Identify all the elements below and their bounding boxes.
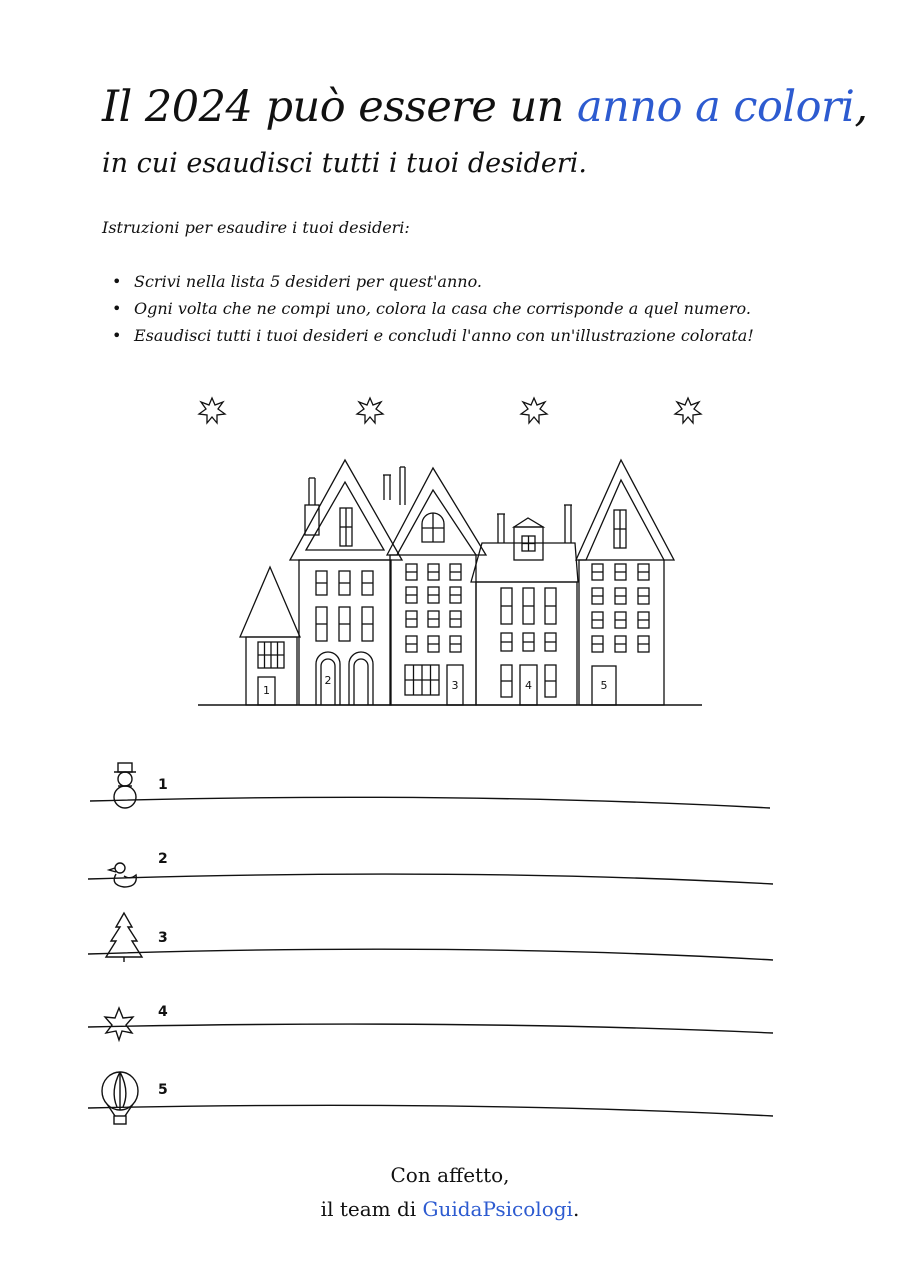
page-subtitle: in cui esaudisci tutti i tuoi desideri. [102,148,587,179]
house-number: 1 [263,684,270,697]
house-number: 3 [451,679,459,692]
bullet-icon: • [112,272,122,291]
hot-air-balloon-icon [102,1072,138,1124]
signature-line-1: Con affetto, [390,1163,510,1187]
star-icon [675,398,701,423]
star-icon [199,398,225,423]
wish-number: 5 [158,1082,168,1098]
brand-name: GuidaPsicologi [422,1197,573,1221]
list-item [102,322,754,349]
page-title [102,82,868,132]
wish-list [80,755,780,1135]
signature-text: il team di [320,1197,423,1221]
wish-number: 2 [158,851,168,867]
duck-icon [109,863,136,887]
wish-number: 1 [158,777,168,793]
house-2 [290,460,402,705]
step-text: Ogni volta che ne compi uno, colora la casa che corrisponde a quel numero. [134,299,751,318]
house-5 [576,460,674,705]
star-icon [105,1008,133,1040]
signature-period: . [572,1197,580,1221]
wish-line [88,874,773,884]
house-4 [471,505,578,705]
house-number: 5 [600,679,608,692]
wish-number: 4 [158,1004,168,1020]
title-comma: , [854,82,868,132]
snowman-icon [114,763,136,808]
christmas-tree-icon [106,913,142,962]
star-icon [357,398,383,423]
instructions-list [102,268,754,349]
house-1 [240,567,300,705]
list-item [102,268,754,295]
houses-illustration [190,390,710,715]
step-text: Scrivi nella lista 5 desideri per quest'anno. [134,272,483,291]
house-number: 2 [324,674,332,687]
wish-line [88,1105,773,1116]
signature [0,1158,900,1226]
bullet-icon: • [112,326,122,345]
house-3 [387,467,486,705]
list-item [102,295,754,322]
bullet-icon: • [112,299,122,318]
title-accent: anno a colori [577,82,855,132]
step-text: Esaudisci tutti i tuoi desideri e concludi l'anno con un'illustrazione colorata! [134,326,754,345]
signature-line-2 [0,1192,900,1226]
title-text: Il 2024 può essere un [102,82,578,132]
star-icon [521,398,547,423]
wish-number: 3 [158,930,168,946]
house-number: 4 [525,679,532,692]
wish-line [88,949,773,960]
wish-line [90,797,770,808]
wish-line [88,1024,773,1033]
instructions-intro: Istruzioni per esaudire i tuoi desideri: [102,218,410,237]
